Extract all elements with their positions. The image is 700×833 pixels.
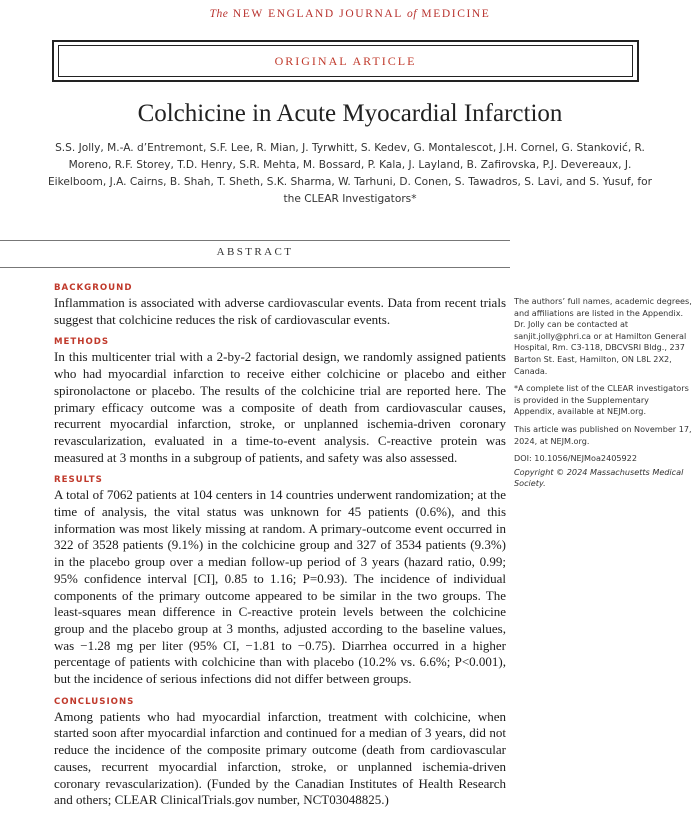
- article-type-box: [52, 40, 639, 82]
- investigators-note: *A complete list of the CLEAR investigators is provided in the Supplementary Appendix, available at NEJM.org.: [514, 383, 689, 417]
- abstract-body: [54, 283, 506, 818]
- abstract-rule-bottom: [0, 267, 510, 268]
- sidebar-notes: [514, 296, 692, 496]
- methods-text: In this multicenter trial with a 2-by-2 factorial design, we randomly assigned patients who had myocardial infarction to receive either colchicine or placebo and either spironolactone or placebo. The results of the colchicine trial are reported here. The primary efficacy outcome was a composite of death from cardiovascular causes, recurrent myocardial infarction, stroke, or unplanned ischemia-driven coronary revascularization, evaluated in a time-to-event analysis. C-reactive protein was measured at 3 months in a subgroup of patients, and safety was also assessed.: [54, 349, 506, 465]
- journal-the: The: [209, 8, 229, 20]
- abstract-label: ABSTRACT: [216, 246, 294, 258]
- conclusions-heading: CONCLUSIONS: [54, 696, 135, 707]
- doi-link[interactable]: DOI: 10.1056/NEJMoa2405922: [514, 453, 637, 464]
- abstract-rule-top: [0, 240, 510, 241]
- author-list: S.S. Jolly, M.-A. d’Entremont, S.F. Lee, R. Mian, J. Tyrwhitt, S. Kedev, G. Montalescot, J.H. Cornel, G. Stanković, R. Moreno, R.F. Storey, T.D. Henry, S.R. Mehta, M. Bossard, P. Kala, J. Layland, B. Zafirovska, P.J. Devereaux, J. Eikelboom, J.A. Cairns, B. Shah, T. Sheth, S.K. Sharma, W. Tarhuni, D. Conen, S. Tawadros, S. Lavi, and S. Yusuf, for the CLEAR Investigators*: [47, 142, 652, 205]
- results-heading: RESULTS: [54, 475, 103, 486]
- journal-of: of: [406, 8, 417, 20]
- affiliations-note: The authors’ full names, academic degrees, and affiliations are listed in the Appendix. Dr. Jolly can be contacted at sanjit.jolly@phri.ca or at Hamilton General Hospital, Rm. C3-118, DBCVSRI Bldg., 237 Barton St. East, Hamilton, ON L8L 2X2, Canada.: [514, 296, 692, 376]
- background-heading: BACKGROUND: [54, 283, 133, 293]
- results-text: A total of 7062 patients at 104 centers in 14 countries underwent randomization; at the time of analysis, the vital status was unknown for 45 patients (0.6%), and this information was most likely missing at random. A primary-outcome event occurred in 322 of 3528 patients (9.1%) in the colchicine group and 327 of 3534 patients (9.3%) in the placebo group over a median follow-up period of 3 years (hazard ratio, 0.99; 95% confidence interval [CI], 0.85 to 1.16; P=0.93). The incidence of individual components of the primary outcome appeared to be similar in the two groups. The least-squares mean difference in C-reactive protein levels between the colchicine group and the placebo group at 3 months, adjusted according to the baseline values, was −1.28 mg per liter (95% CI, −1.81 to −0.75). Diarrhea occurred in a higher percentage of patients with colchicine than with placebo (10.2% vs. 6.6%; P<0.001), but the incidence of serious infections did not differ between groups.: [54, 487, 506, 687]
- publication-note: This article was published on November 17, 2024, at NEJM.org.: [514, 423, 692, 446]
- methods-heading: METHODS: [54, 337, 110, 348]
- article-type-label: ORIGINAL ARTICLE: [274, 53, 417, 68]
- journal-masthead: [0, 8, 700, 20]
- journal-name-a: NEW ENGLAND JOURNAL: [232, 8, 403, 20]
- conclusions-text: Among patients who had myocardial infarction, treatment with colchicine, when started soon after myocardial infarction and continued for a median of 3 years, did not reduce the incidence of the composite primary outcome (death from cardiovascular causes, recurrent myocardial infarction, stroke, or unplanned ischemia-driven coronary revascularization). (Funded by the Canadian Institutes of Health Research and others; CLEAR ClinicalTrials.gov number, NCT03048825.): [54, 708, 506, 808]
- background-text: Inflammation is associated with adverse cardiovascular events. Data from recent trials suggest that colchicine reduces the risk of cardiovascular events.: [54, 295, 506, 327]
- copyright-note: Copyright © 2024 Massachusetts Medical Society.: [514, 466, 684, 489]
- article-title: Colchicine in Acute Myocardial Infarction: [137, 100, 563, 127]
- journal-name-b: MEDICINE: [421, 8, 491, 20]
